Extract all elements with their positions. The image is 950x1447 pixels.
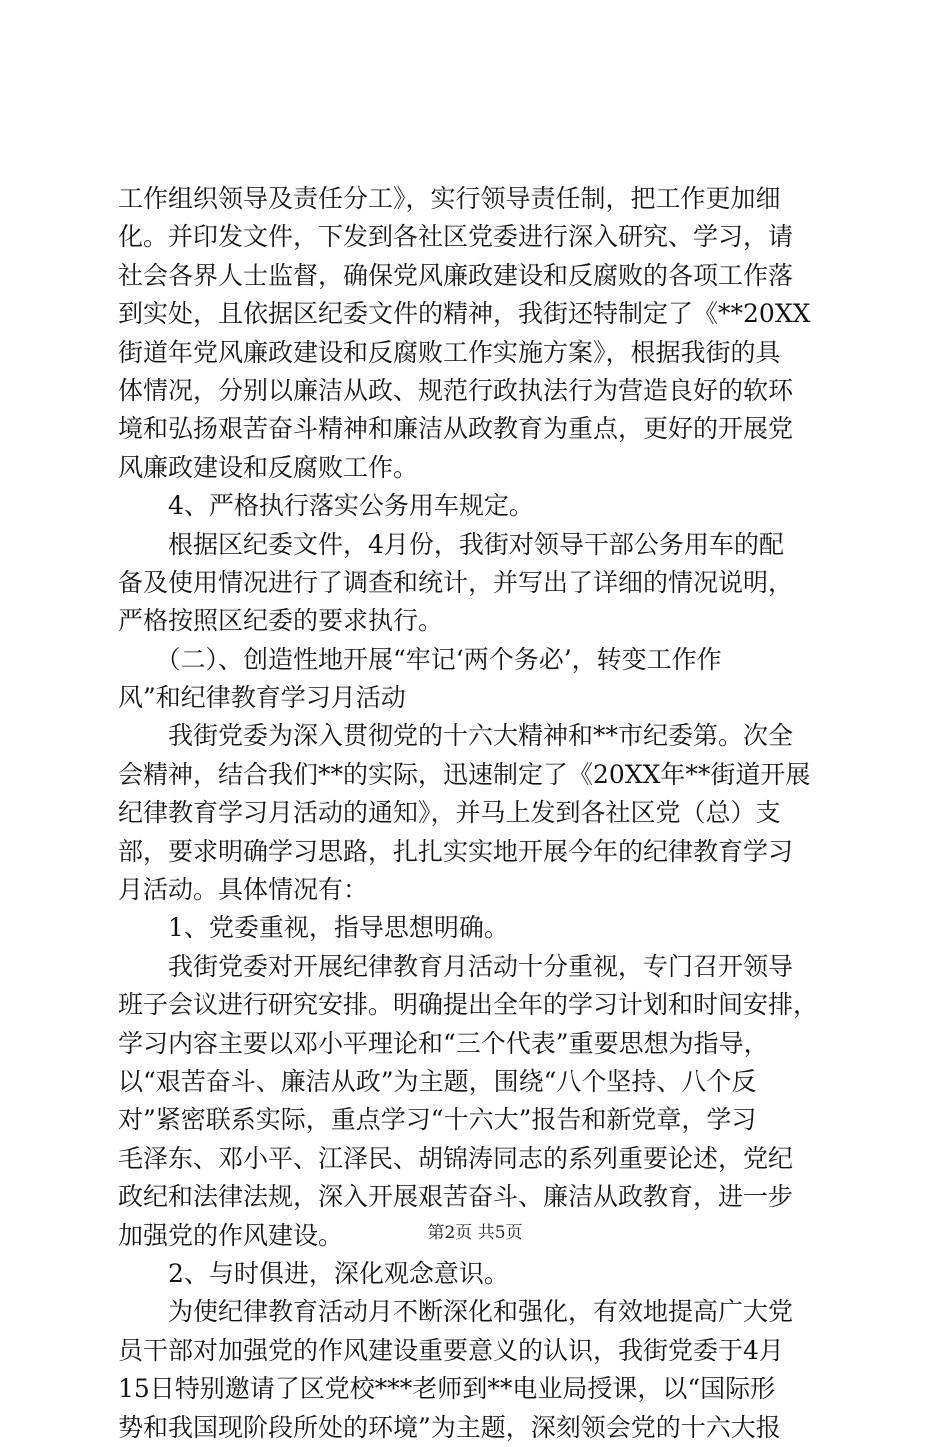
text-line: 员干部对加强党的作风建设重要意义的认识，我街党委于4月	[118, 1335, 784, 1365]
text-line: 势和我国现阶段所处的环境”为主题，深刻领会党的十六大报	[118, 1412, 781, 1442]
text-line: 会精神，结合我们**的实际，迅速制定了《20XX年**街道开展	[118, 759, 811, 789]
text-line: 学习内容主要以邓小平理论和“三个代表”重要思想为指导，	[118, 1028, 769, 1058]
document-body	[118, 180, 838, 1447]
text-line: 1、党委重视，指导思想明确。	[118, 913, 509, 943]
text-line: 加强党的作风建设。	[118, 1220, 344, 1250]
text-line: 2、与时俱进，深化观念意识。	[118, 1258, 509, 1288]
text-line: 体情况，分别以廉洁从政、规范行政执法行为营造良好的软环	[118, 375, 794, 405]
text-line: 毛泽东、邓小平、江泽民、胡锦涛同志的系列重要论述，党纪	[118, 1143, 794, 1173]
text-line: 工作组织领导及责任分工》，实行领导责任制，把工作更加细	[118, 184, 781, 213]
text-line: 班子会议进行研究安排。明确提出全年的学习计划和时间安排，	[118, 990, 819, 1020]
text-line: 月活动。具体情况有：	[118, 875, 369, 905]
text-line: 4、严格执行落实公务用车规定。	[118, 491, 534, 521]
text-line: 化。并印发文件，下发到各社区党委进行深入研究、学习，请	[118, 222, 794, 252]
text-line: 根据区纪委文件，4月份，我街对领导干部公务用车的配	[118, 529, 784, 559]
text-line: 风”和纪律教育学习月活动	[118, 683, 406, 713]
text-line: 纪律教育学习月活动的通知》，并马上发到各社区党（总）支	[118, 798, 781, 828]
text-line: 风廉政建设和反腐败工作。	[118, 452, 419, 482]
text-line: 为使纪律教育活动月不断深化和强化，有效地提高广大党	[118, 1297, 794, 1327]
text-line: 我街党委为深入贯彻党的十六大精神和**市纪委第。次全	[118, 721, 794, 751]
text-line: 政纪和法律法规，深入开展艰苦奋斗、廉洁从政教育，进一步	[118, 1182, 794, 1212]
text-line: 街道年党风廉政建设和反腐败工作实施方案》，根据我街的具	[118, 337, 781, 367]
text-line: 严格按照区纪委的要求执行。	[118, 606, 444, 636]
text-line: 到实处，且依据区纪委文件的精神，我街还特制定了《**20XX	[118, 299, 811, 329]
text-line: 15日特别邀请了区党校***老师到**电业局授课，以“国际形	[118, 1374, 776, 1404]
text-line: 社会各界人士监督，确保党风廉政建设和反腐败的各项工作落	[118, 260, 794, 290]
text-line: 部，要求明确学习思路，扎扎实实地开展今年的纪律教育学习	[118, 836, 794, 866]
text-line: （二）、创造性地开展“牢记‘两个务必’，转变工作作	[118, 644, 722, 674]
text-line: 境和弘扬艰苦奋斗精神和廉洁从政教育为重点，更好的开展党	[118, 414, 794, 444]
text-line: 以“艰苦奋斗、廉洁从政”为主题，围绕“八个坚持、八个反	[118, 1066, 757, 1096]
text-line: 备及使用情况进行了调查和统计，并写出了详细的情况说明，	[118, 567, 794, 597]
text-line: 对”紧密联系实际，重点学习“十六大”报告和新党章，学习	[118, 1105, 757, 1135]
text-line: 我街党委对开展纪律教育月活动十分重视，专门召开领导	[118, 951, 794, 981]
page-footer: 第2页 共5页	[427, 1223, 523, 1243]
